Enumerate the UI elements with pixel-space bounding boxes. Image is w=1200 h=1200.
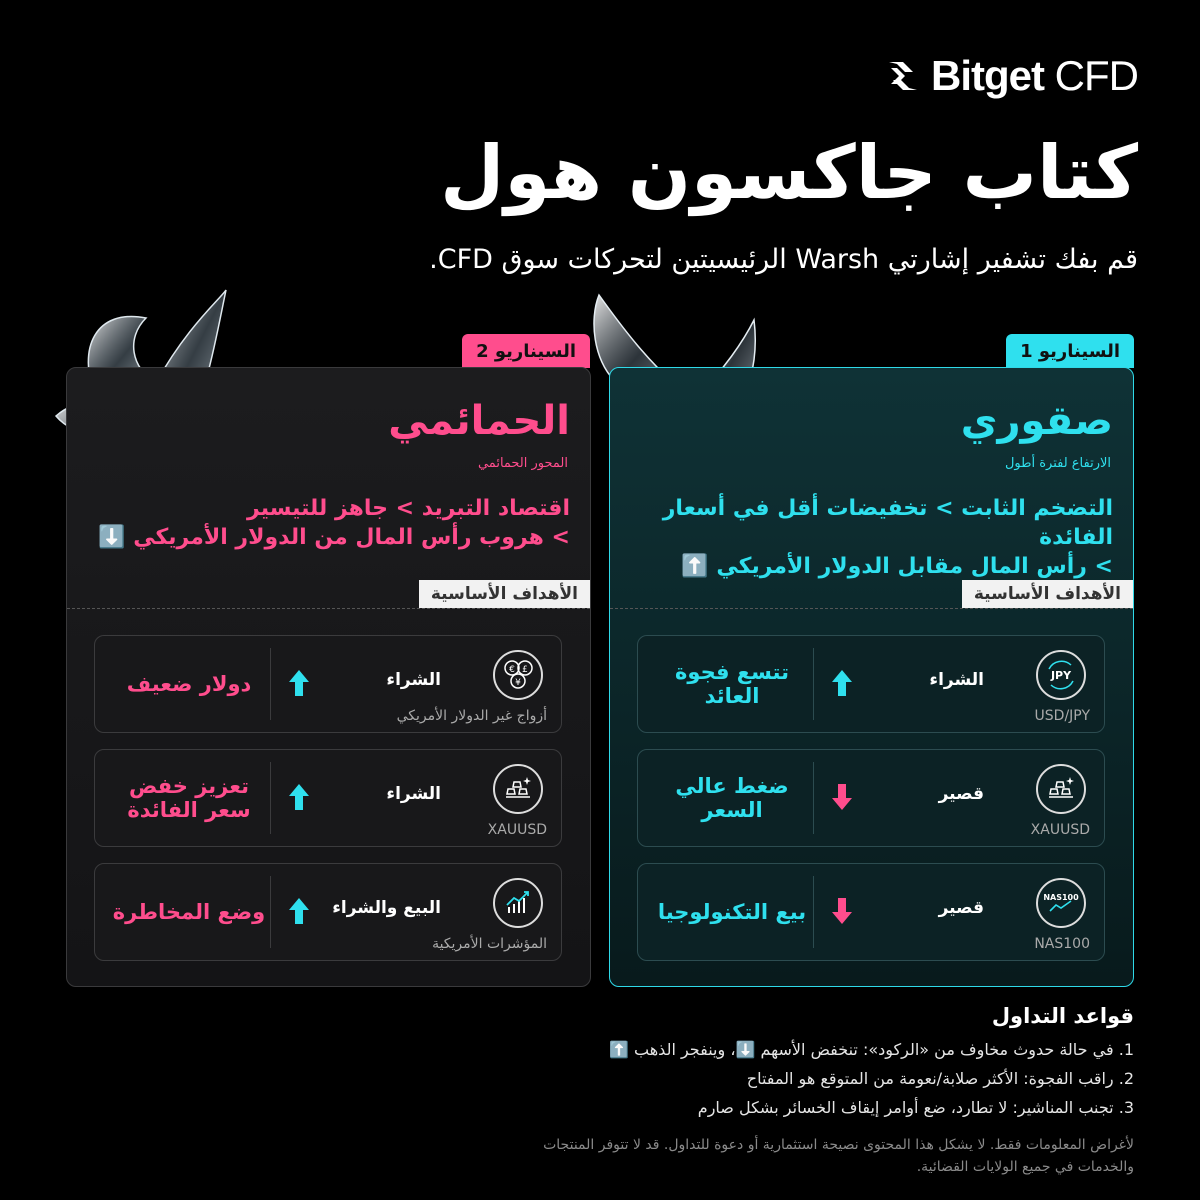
target-label: وضع المخاطرة xyxy=(112,899,266,924)
action-label: الشراء xyxy=(386,670,441,690)
scenario-description: اقتصاد التبريد > جاهز للتيسير > هروب رأس المال من الدولار الأمريكي ⬇️ xyxy=(98,496,570,551)
asset-label: NAS100 xyxy=(1034,936,1090,952)
row-divider xyxy=(270,762,271,834)
asset-label: المؤشرات الأمريكية xyxy=(432,936,547,952)
brand-logo xyxy=(883,52,1138,100)
action-label: قصير xyxy=(938,784,984,804)
scenario-1-tag: السيناريو 1 xyxy=(1006,334,1134,368)
arrow-up-icon xyxy=(287,896,311,926)
targets-label: الأهداف الأساسية xyxy=(419,580,590,608)
page-title: كتاب جاكسون هول xyxy=(440,130,1138,216)
gold-bars-icon xyxy=(493,764,543,814)
scenario-description: التضخم الثابت > تخفيضات أقل في أسعار الفائدة > رأس المال مقابل الدولار الأمريكي ⬆️ xyxy=(662,496,1113,580)
scenario-subtitle: الارتفاع لفترة أطول xyxy=(1004,456,1111,471)
target-label: تعزيز خفض سعر الفائدة xyxy=(127,773,251,822)
row-divider xyxy=(270,876,271,948)
row-divider xyxy=(813,762,814,834)
asset-label: XAUUSD xyxy=(1030,822,1090,838)
jpy-icon xyxy=(1036,650,1086,700)
arrow-up-icon xyxy=(287,668,311,698)
target-label: تتسع فجوة العائد xyxy=(675,659,789,708)
asset-label: أزواج غير الدولار الأمريكي xyxy=(396,708,547,724)
svg-text:JPY: JPY xyxy=(1050,669,1072,682)
nas100-icon xyxy=(1036,878,1086,928)
svg-text:£: £ xyxy=(522,665,528,675)
action-label: الشراء xyxy=(929,670,984,690)
currency-pairs-icon xyxy=(493,650,543,700)
target-label: ضغط عالي السعر xyxy=(675,773,789,822)
action-label: الشراء xyxy=(386,784,441,804)
target-label: دولار ضعيف xyxy=(126,671,252,696)
scenario-title: صقوري xyxy=(960,398,1113,444)
rule-item: 1. في حالة حدوث مخاوف من «الركود»: تنخفض الأسهم ⬇️، وينفجر الذهب ⬆️ xyxy=(609,1040,1134,1059)
svg-text:¥: ¥ xyxy=(515,678,521,688)
target-row xyxy=(94,749,562,847)
row-divider xyxy=(813,648,814,720)
rules-title: قواعد التداول xyxy=(991,1004,1134,1028)
scenario-subtitle: المحور الحمائمي xyxy=(477,456,568,471)
rule-item: 3. تجنب المناشير: لا تطارد، ضع أوامر إيقاف الخسائر بشكل صارم xyxy=(697,1097,1134,1117)
trading-rules xyxy=(234,1004,1134,1122)
arrow-up-icon xyxy=(830,668,854,698)
target-label: بيع التكنولوجيا xyxy=(657,899,807,924)
disclaimer: لأغراض المعلومات فقط. لا يشكل هذا المحتوى نصيحة استثمارية أو دعوة للتداول. قد لا تتوفر المنتجات والخدمات في جميع الولايات القضائية. xyxy=(543,1137,1134,1176)
hawkish-scenario-card xyxy=(609,367,1134,987)
brand-name: Bitget CFD xyxy=(931,52,1138,99)
gold-bars-icon xyxy=(1036,764,1086,814)
bitget-logo-icon xyxy=(883,56,923,96)
target-row xyxy=(637,749,1105,847)
dovish-scenario-card xyxy=(66,367,591,987)
row-divider xyxy=(813,876,814,948)
row-divider xyxy=(270,648,271,720)
scenario-title: الحمائمي xyxy=(388,398,570,444)
scenario-2-tag: السيناريو 2 xyxy=(462,334,590,368)
arrow-down-icon xyxy=(830,896,854,926)
index-chart-icon xyxy=(493,878,543,928)
arrow-up-icon xyxy=(287,782,311,812)
action-label: قصير xyxy=(938,898,984,918)
asset-label: USD/JPY xyxy=(1034,708,1090,724)
target-row xyxy=(94,635,562,733)
action-label: البيع والشراء xyxy=(332,898,441,918)
page-subtitle: قم بفك تشفير إشارتي Warsh الرئيسيتين لتحركات سوق CFD. xyxy=(429,244,1138,275)
arrow-down-icon xyxy=(830,782,854,812)
divider xyxy=(67,608,590,609)
target-row xyxy=(637,863,1105,961)
divider xyxy=(610,608,1133,609)
target-row xyxy=(637,635,1105,733)
svg-text:€: € xyxy=(509,665,515,675)
target-row xyxy=(94,863,562,961)
svg-text:NAS100: NAS100 xyxy=(1043,893,1079,902)
rule-item: 2. راقب الفجوة: الأكثر صلابة/نعومة من المتوقع هو المفتاح xyxy=(746,1068,1134,1088)
targets-label: الأهداف الأساسية xyxy=(962,580,1133,608)
asset-label: XAUUSD xyxy=(487,822,547,838)
